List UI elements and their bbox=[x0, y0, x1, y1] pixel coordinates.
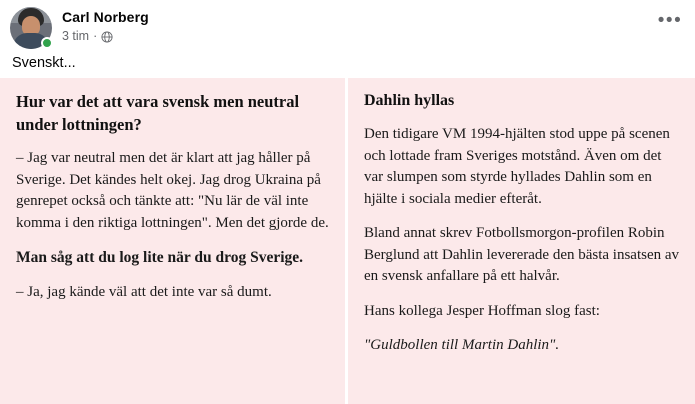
article-right-paragraph: Bland annat skrev Fotbollsmorgon-profilen Robin Berglund att Dahlin levererade den bästa insatsen av en svensk anfallare på ett halvår. bbox=[364, 225, 680, 284]
article-left-paragraph: – Jag var neutral men det är klart att jag håller på Sverige. Det kändes helt okej. Jag drog Ukraina på genrepet också och tänkte att: "Nu lär de väl inte komma i den riktiga lottningen". Men det gjorde de. bbox=[16, 150, 329, 231]
post-meta bbox=[62, 28, 149, 44]
article-left-heading: Hur var det att vara svensk men neutral under lottningen? bbox=[16, 92, 300, 134]
author-name[interactable]: Carl Norberg bbox=[62, 9, 149, 25]
article-right-paragraph: Den tidigare VM 1994-hjälten stod uppe på scenen och lottade fram Sveriges motstånd. Även om det var slumpen som styrde hyllades Dahlin som en hjälte i sociala medier efteråt. bbox=[364, 126, 670, 207]
article-column-right bbox=[348, 78, 695, 404]
article-right-quote: "Guldbollen till Martin Dahlin". bbox=[364, 337, 560, 353]
article-right-heading: Dahlin hyllas bbox=[364, 92, 455, 109]
post-header bbox=[0, 0, 695, 54]
article-left-paragraph: – Ja, jag kände väl att det inte var så dumt. bbox=[16, 284, 272, 300]
avatar[interactable] bbox=[10, 7, 52, 49]
online-status-indicator bbox=[41, 37, 53, 49]
post-timestamp[interactable]: 3 tim bbox=[62, 29, 90, 43]
meta-separator: · bbox=[93, 29, 98, 43]
author-block bbox=[62, 7, 149, 44]
article-card[interactable] bbox=[0, 78, 695, 404]
article-right-paragraph: Hans kollega Jesper Hoffman slog fast: bbox=[364, 302, 600, 319]
article-column-left bbox=[0, 78, 348, 404]
ellipsis-icon[interactable]: ••• bbox=[657, 10, 683, 31]
post-body-text: Svenskt... bbox=[12, 55, 76, 71]
article-left-subheading: Man såg att du log lite när du drog Sverige. bbox=[16, 249, 304, 266]
globe-icon[interactable] bbox=[101, 31, 113, 43]
